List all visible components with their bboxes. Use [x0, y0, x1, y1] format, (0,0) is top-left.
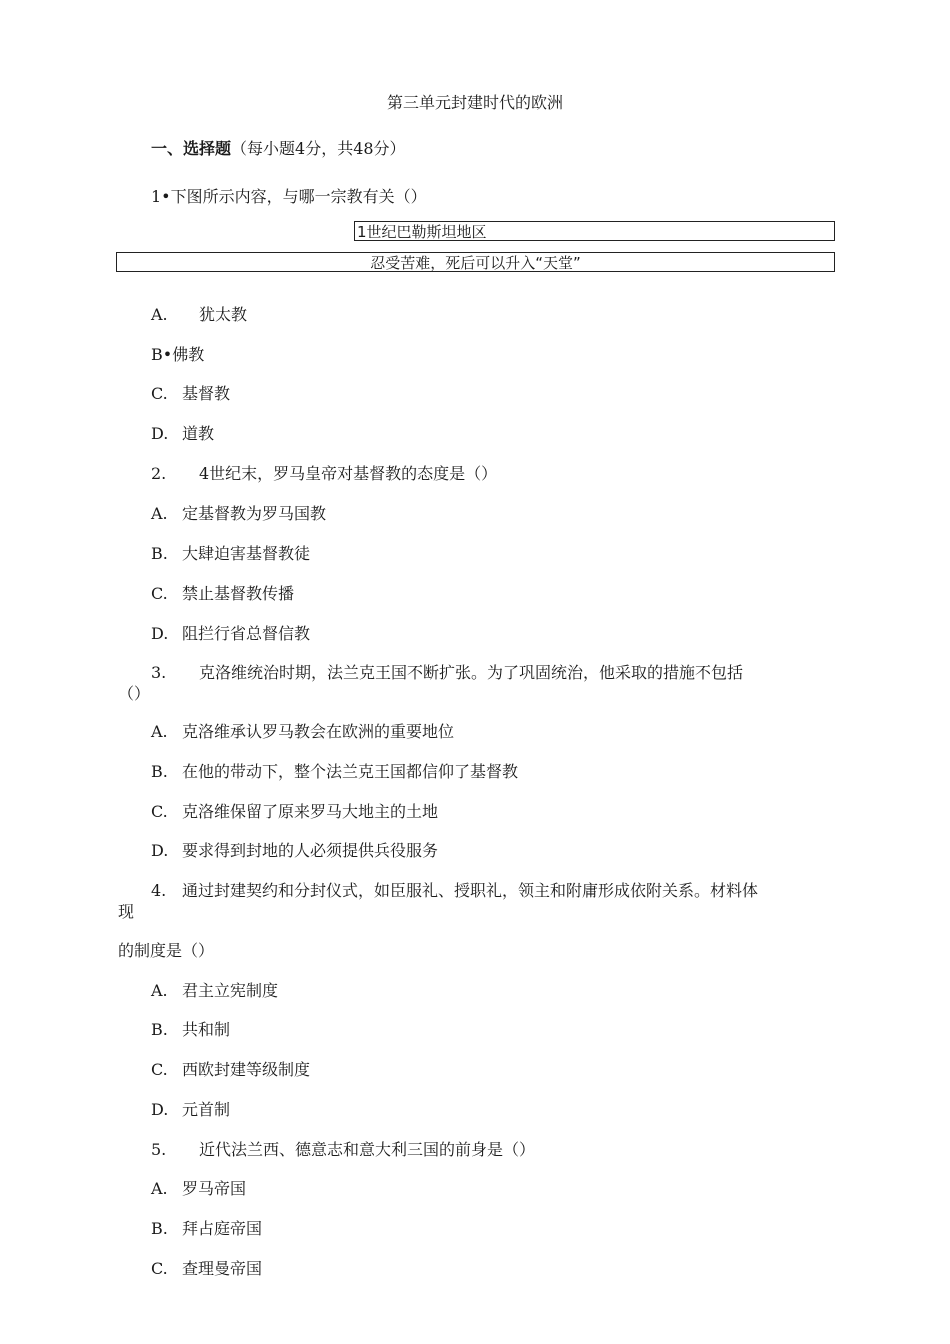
question-4-stem-continued: 现 — [118, 902, 135, 921]
question-2-option-d: D. 阻拦行省总督信教 — [151, 624, 311, 643]
section-heading-note: （每小题4分，共48分） — [231, 139, 406, 158]
section-heading-label: 一、选择题 — [151, 139, 232, 158]
question-3-option-c: C. 克洛维保留了原来罗马大地主的土地 — [151, 802, 439, 821]
question-2-stem: 2. 4世纪末，罗马皇帝对基督教的态度是（） — [151, 464, 498, 483]
question-4-option-b: B. 共和制 — [151, 1020, 231, 1039]
question-1-option-a: A. 犹太教 — [151, 305, 248, 324]
page-title: 第三单元封建时代的欧洲 — [386, 93, 563, 112]
question-3-option-b: B. 在他的带动下，整个法兰克王国都信仰了基督教 — [151, 762, 519, 781]
question-3-option-d: D. 要求得到封地的人必须提供兵役服务 — [151, 841, 439, 860]
question-1-option-c: C. 基督教 — [151, 384, 231, 403]
question-4-option-a: A. 君主立宪制度 — [151, 981, 279, 1000]
question-5-option-a: A. 罗马帝国 — [151, 1179, 247, 1198]
question-2-option-a: A. 定基督教为罗马国教 — [151, 504, 327, 523]
question-1-figure-bottom: 忍受苦难，死后可以升入“天堂” — [116, 252, 835, 272]
question-4-stem: 4. 通过封建契约和分封仪式，如臣服礼、授职礼，领主和附庸形成依附关系。材料体 — [151, 881, 759, 900]
question-1-figure-top: 1世纪巴勒斯坦地区 — [354, 221, 835, 241]
question-1-option-b: B•佛教 — [151, 345, 205, 364]
question-3-stem: 3. 克洛维统治时期，法兰克王国不断扩张。为了巩固统治，他采取的措施不包括 — [151, 663, 744, 682]
question-5-stem: 5. 近代法兰西、德意志和意大利三国的前身是（） — [151, 1140, 536, 1159]
question-2-option-b: B. 大肆迫害基督教徒 — [151, 544, 311, 563]
question-5-option-c: C. 查理曼帝国 — [151, 1259, 263, 1278]
question-1-option-d: D. 道教 — [151, 424, 215, 443]
question-1-stem: 1•下图所示内容，与哪一宗教有关（） — [151, 187, 427, 206]
question-5-option-b: B. 拜占庭帝国 — [151, 1219, 263, 1238]
section-heading — [151, 136, 406, 159]
question-2-option-c: C. 禁止基督教传播 — [151, 584, 295, 603]
question-4-option-c: C. 西欧封建等级制度 — [151, 1060, 311, 1079]
question-4-stem-continued-2: 的制度是（） — [118, 941, 215, 960]
question-3-option-a: A. 克洛维承认罗马教会在欧洲的重要地位 — [151, 722, 455, 741]
question-3-stem-continued: （） — [118, 684, 151, 703]
question-4-option-d: D. 元首制 — [151, 1100, 231, 1119]
